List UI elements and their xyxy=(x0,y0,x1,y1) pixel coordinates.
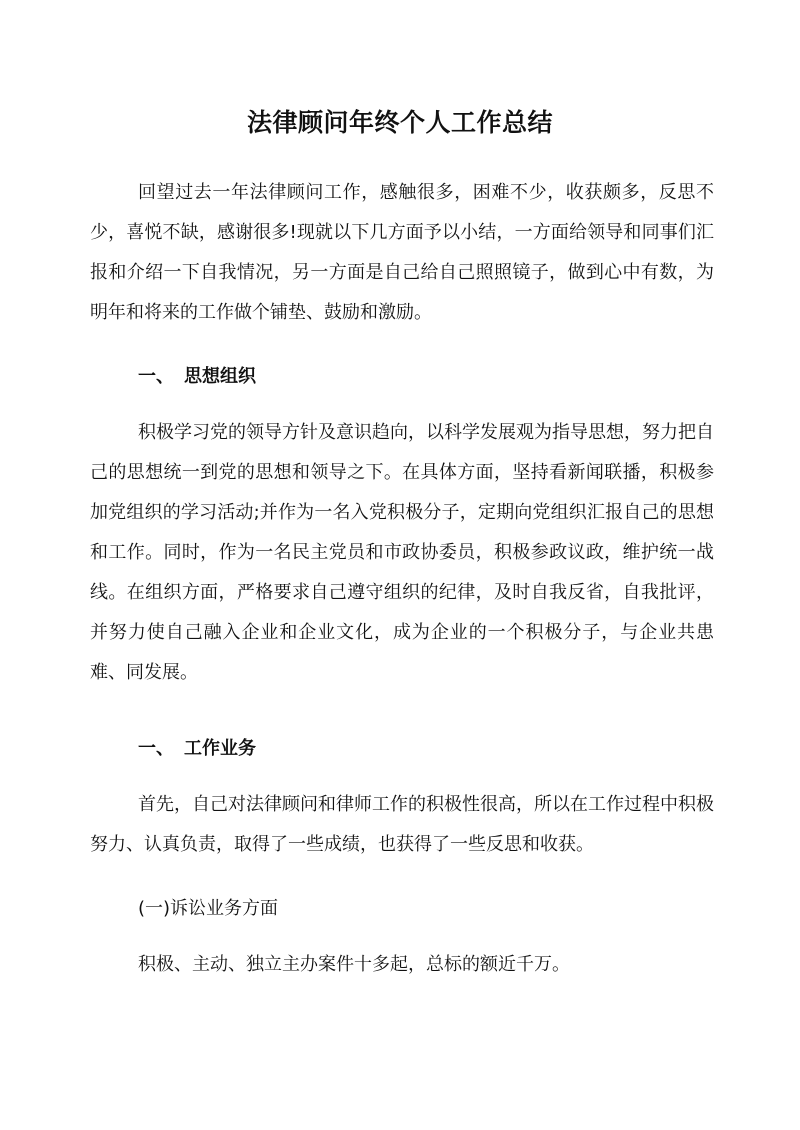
section-number: 一、 xyxy=(138,738,174,759)
section-body-thought: 积极学习党的领导方针及意识趋向，以科学发展观为指导思想，努力把自己的思想统一到党的思想和领导之下。在具体方面，坚持看新闻联播，积极参加党组织的学习活动;并作为一名入党积极分子，定期向党组织汇报自己的思想和工作。同时，作为一名民主党员和市政协委员，积极参政议政，维护统一战线。在组织方面，严格要求自己遵守组织的纪律，及时自我反省，自我批评，并努力使自己融入企业和企业文化，成为企业的一个积极分子，与企业共患难、同发展。 xyxy=(90,422,714,683)
subsection-heading-litigation: (一)诉讼业务方面 xyxy=(138,898,279,919)
section-number: 一、 xyxy=(138,366,174,387)
section-heading-text: 工作业务 xyxy=(184,738,256,759)
intro-paragraph: 回望过去一年法律顾问工作，感触很多，困难不少，收获颇多，反思不少，喜悦不缺，感谢很多!现就以下几方面予以小结，一方面给领导和同事们汇报和介绍一下自我情况，另一方面是自己给自己照照镜子，做到心中有数，为明年和将来的工作做个铺垫、鼓励和激励。 xyxy=(90,182,714,323)
subsection-body-litigation: 积极、主动、独立主办案件十多起，总标的额近千万。 xyxy=(138,954,570,975)
section-heading-thought xyxy=(138,357,256,397)
section-body-work: 首先，自己对法律顾问和律师工作的积极性很高，所以在工作过程中积极努力、认真负责，取得了一些成绩，也获得了一些反思和收获。 xyxy=(90,794,714,855)
section-heading-text: 思想组织 xyxy=(184,366,256,387)
section-heading-work xyxy=(138,729,256,769)
document-title: 法律顾问年终个人工作总结 xyxy=(246,108,553,137)
